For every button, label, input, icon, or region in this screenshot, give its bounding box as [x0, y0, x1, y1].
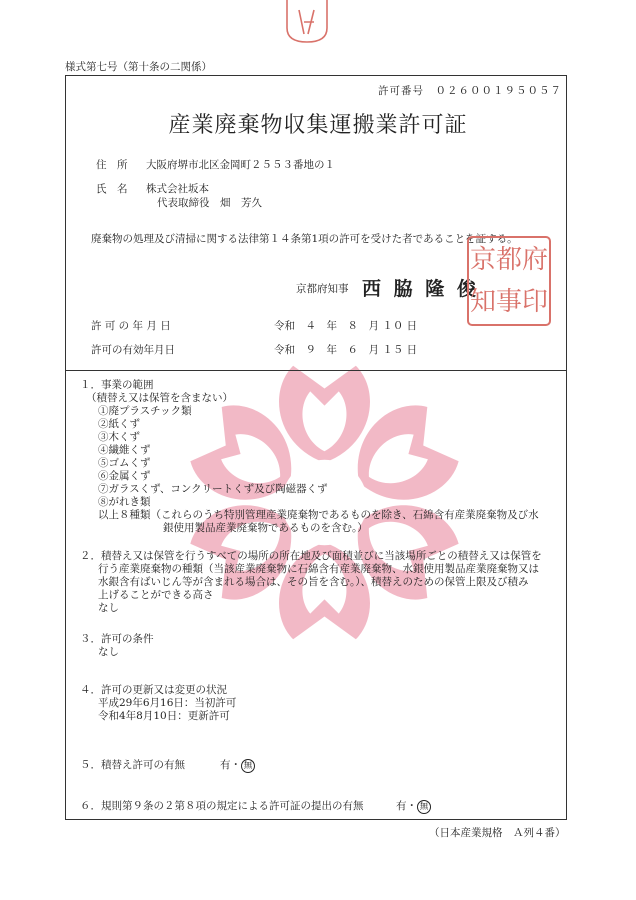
scope-summary-line2: 銀使用製品産業廃棄物であるものを含む。） — [163, 522, 368, 534]
section2-line2: 行う産業廃棄物の種類（当該産業廃棄物に石綿含有産業廃棄物、水銀使用製品産業廃棄物又は — [98, 563, 539, 575]
expiry-date: 令和 ９ 年 ６ 月 １５ 日 — [274, 344, 418, 356]
section-divider — [65, 370, 567, 371]
section6-no-circled: 無 — [417, 800, 431, 814]
form-header: 様式第七号（第十条の二関係） — [65, 61, 212, 73]
scope-item-5: ⑤ゴムくず — [98, 457, 151, 469]
top-stamp-fragment — [284, 0, 330, 44]
seal-characters: 京 都 府 知 事 印 — [470, 245, 549, 317]
certification-statement: 廃棄物の処理及び清掃に関する法律第１４条第1項の許可を受けた者であることを証する。 — [91, 233, 518, 245]
scope-item-6: ⑥金属くず — [98, 470, 151, 482]
section6-heading: ６．規則第９条の２第８項の規定による許可証の提出の有無 — [80, 800, 364, 812]
permit-date: 令和 ４ 年 ８ 月 １０ 日 — [274, 320, 418, 332]
section2-line4: 上げることができる高さ — [98, 589, 214, 601]
expiry-date-label: 許可の有効年月日 — [91, 344, 175, 356]
scope-item-1: ①廃プラスチック類 — [98, 405, 192, 417]
address-value: 大阪府堺市北区金岡町２５５３番地の１ — [146, 159, 335, 171]
section2-value: なし — [98, 602, 119, 614]
section2-line1: ２．積替え又は保管を行うすべての場所の所在地及び面積並びに当該場所ごとの積替え又は保管を — [80, 550, 542, 562]
section5-options — [220, 758, 255, 773]
name-label: 氏 名 — [96, 183, 128, 195]
issuer-name: 西 脇 隆 俊 — [362, 278, 479, 300]
section1-note: （積替え又は保管を含まない） — [86, 392, 233, 404]
scope-item-4: ④繊維くず — [98, 444, 151, 456]
scope-item-2: ②紙くず — [98, 418, 140, 430]
section5-no-circled: 無 — [241, 759, 255, 773]
section5-yes: 有・ — [220, 759, 241, 771]
section1-heading: １．事業の範囲 — [80, 379, 154, 391]
scope-item-8: ⑧がれき類 — [98, 496, 151, 508]
company-name: 株式会社坂本 — [146, 183, 209, 195]
section3-value: なし — [98, 646, 119, 658]
representative-name: 代表取締役 畑 芳久 — [157, 197, 262, 209]
permit-number: 許可番号 ０２６００１９５０５７ — [378, 85, 562, 97]
section6-options — [396, 799, 431, 814]
history-entry-1: 平成29年6月16日：当初許可 — [98, 697, 237, 709]
section5-heading: ５．積替え許可の有無 — [80, 759, 185, 771]
section6-yes: 有・ — [396, 800, 417, 812]
section4-heading: ４．許可の更新又は変更の状況 — [80, 684, 227, 696]
scope-item-7: ⑦ガラスくず、コンクリートくず及び陶磁器くず — [98, 483, 328, 495]
issuer-title: 京都府知事 — [296, 283, 349, 295]
permit-date-label: 許 可 の 年 月 日 — [91, 320, 171, 332]
scope-item-3: ③木くず — [98, 431, 140, 443]
footer-standard: （日本産業規格 Ａ列４番） — [429, 827, 566, 839]
certificate-title: 産業廃棄物収集運搬業許可証 — [168, 113, 468, 138]
scope-summary-line1: 以上８種類（これらのうち特別管理産業廃棄物であるものを除き、石綿含有産業廃棄物及び水 — [98, 509, 539, 521]
section3-heading: ３．許可の条件 — [80, 633, 154, 645]
section2-line3: 水銀含有ばいじん等が含まれる場合は、その旨を含む。）、積替えのための保管上限及び積み — [98, 576, 529, 588]
address-label: 住 所 — [96, 159, 128, 171]
official-seal — [466, 235, 552, 327]
history-entry-2: 令和4年8月10日：更新許可 — [98, 710, 230, 722]
